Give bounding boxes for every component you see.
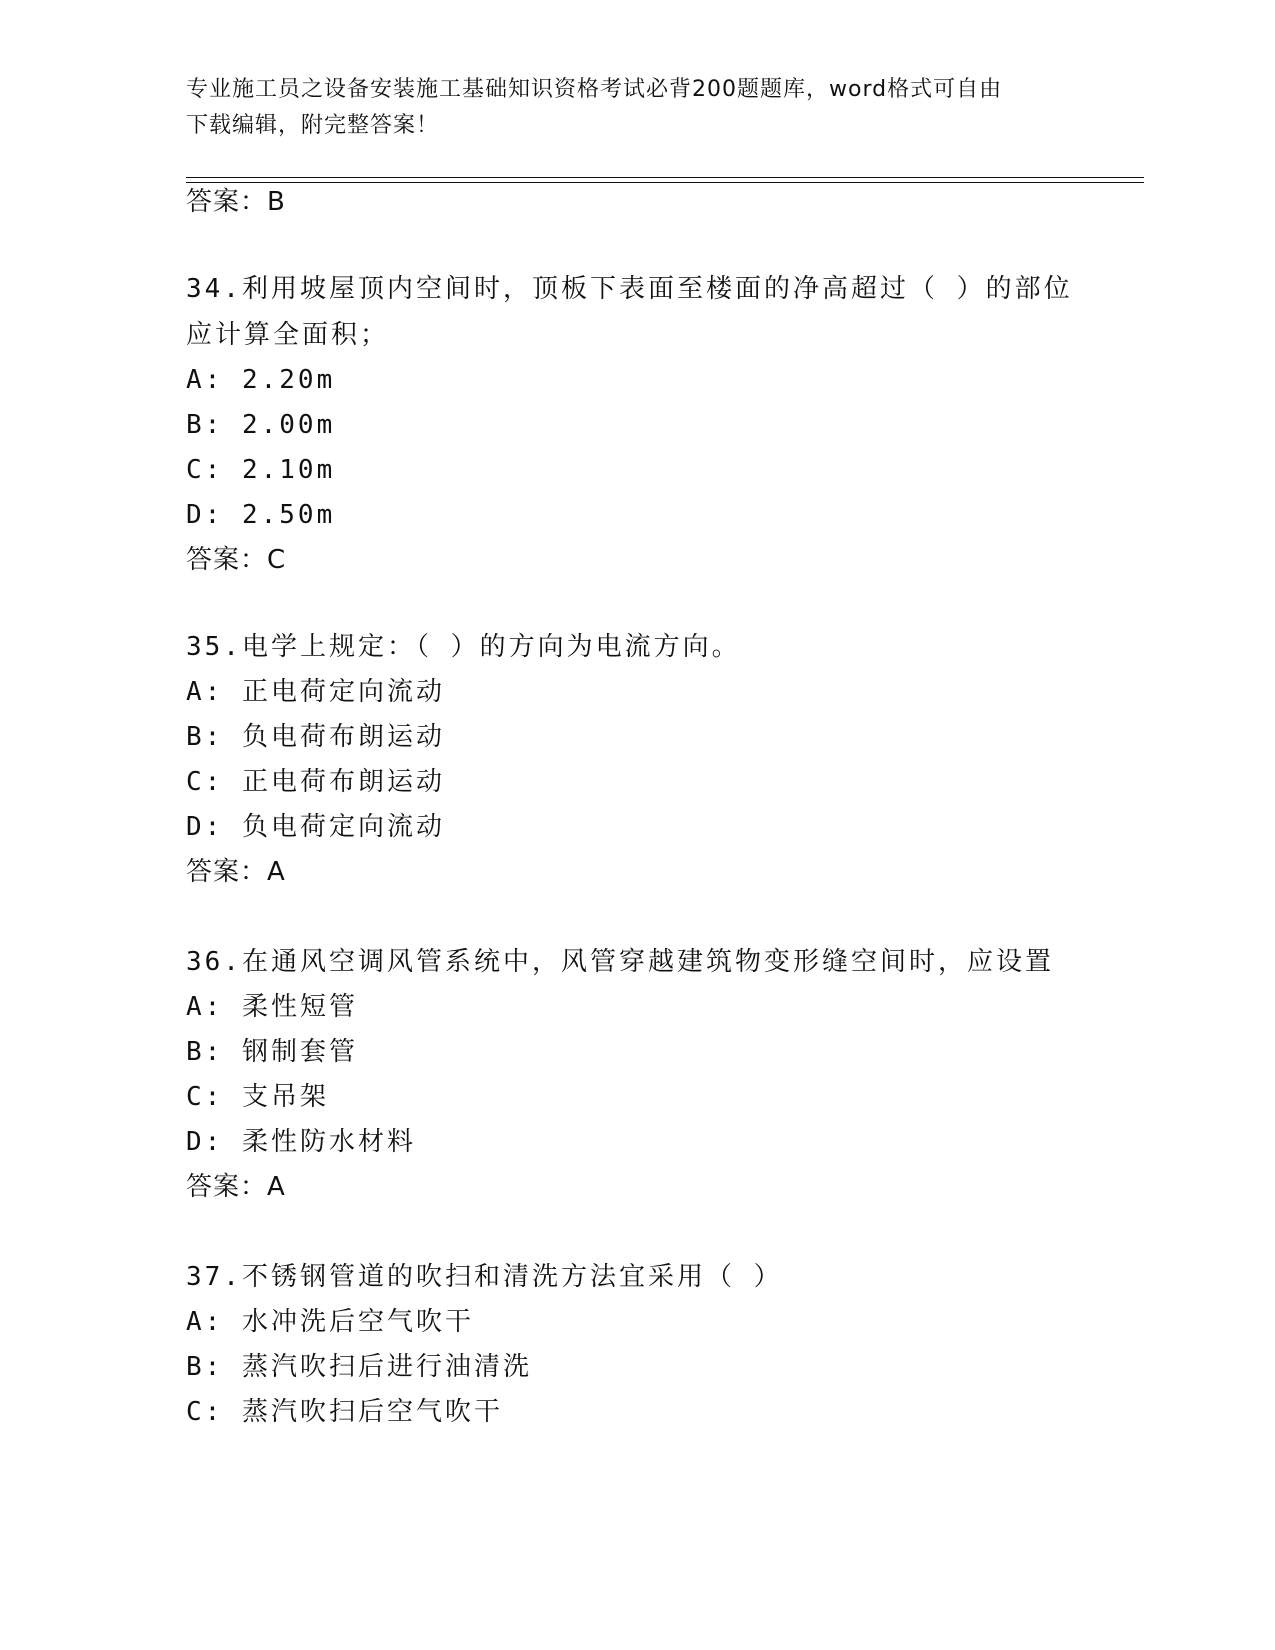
question-37-option-b: B: 蒸汽吹扫后进行油清洗	[186, 1352, 532, 1382]
header-line-1: 专业施工员之设备安装施工基础知识资格考试必背200题题库，word格式可自由	[186, 77, 1003, 102]
question-35-option-a: A: 正电荷定向流动	[186, 677, 445, 707]
header-rule-bottom	[186, 182, 1144, 183]
question-36-option-b: B: 钢制套管	[186, 1037, 358, 1067]
question-34-option-a: A: 2.20m	[186, 365, 336, 395]
question-36-option-a: A: 柔性短管	[186, 992, 358, 1022]
page-header	[186, 72, 1086, 144]
question-34-answer: 答案：C	[186, 545, 287, 575]
header-rule-top	[186, 177, 1144, 178]
question-35-option-c: C: 正电荷布朗运动	[186, 767, 445, 797]
question-35-option-b: B: 负电荷布朗运动	[186, 722, 445, 752]
answer-33: 答案：B	[186, 187, 286, 217]
question-34-option-d: D: 2.50m	[186, 500, 336, 530]
question-34-stem-line-2: 应计算全面积；	[186, 320, 390, 350]
question-35-stem-line-1: 35.电学上规定：（ ）的方向为电流方向。	[186, 632, 741, 662]
question-34-stem-line-1: 34.利用坡屋顶内空间时，顶板下表面至楼面的净高超过（ ）的部位	[186, 274, 1073, 304]
question-37-option-a: A: 水冲洗后空气吹干	[186, 1307, 474, 1337]
header-line-2: 下载编辑，附完整答案！	[186, 113, 440, 138]
question-36-answer: 答案：A	[186, 1172, 286, 1202]
question-36-option-d: D: 柔性防水材料	[186, 1127, 416, 1157]
question-37-stem-line-1: 37.不锈钢管道的吹扫和清洗方法宜采用（ ）	[186, 1262, 783, 1292]
question-34-option-c: C: 2.10m	[186, 455, 336, 485]
question-35-option-d: D: 负电荷定向流动	[186, 812, 445, 842]
question-37-option-c: C: 蒸汽吹扫后空气吹干	[186, 1397, 503, 1427]
question-36-option-c: C: 支吊架	[186, 1082, 329, 1112]
question-36-stem-line-1: 36.在通风空调风管系统中，风管穿越建筑物变形缝空间时，应设置	[186, 947, 1054, 977]
question-34-option-b: B: 2.00m	[186, 410, 336, 440]
question-35-answer: 答案：A	[186, 857, 286, 887]
